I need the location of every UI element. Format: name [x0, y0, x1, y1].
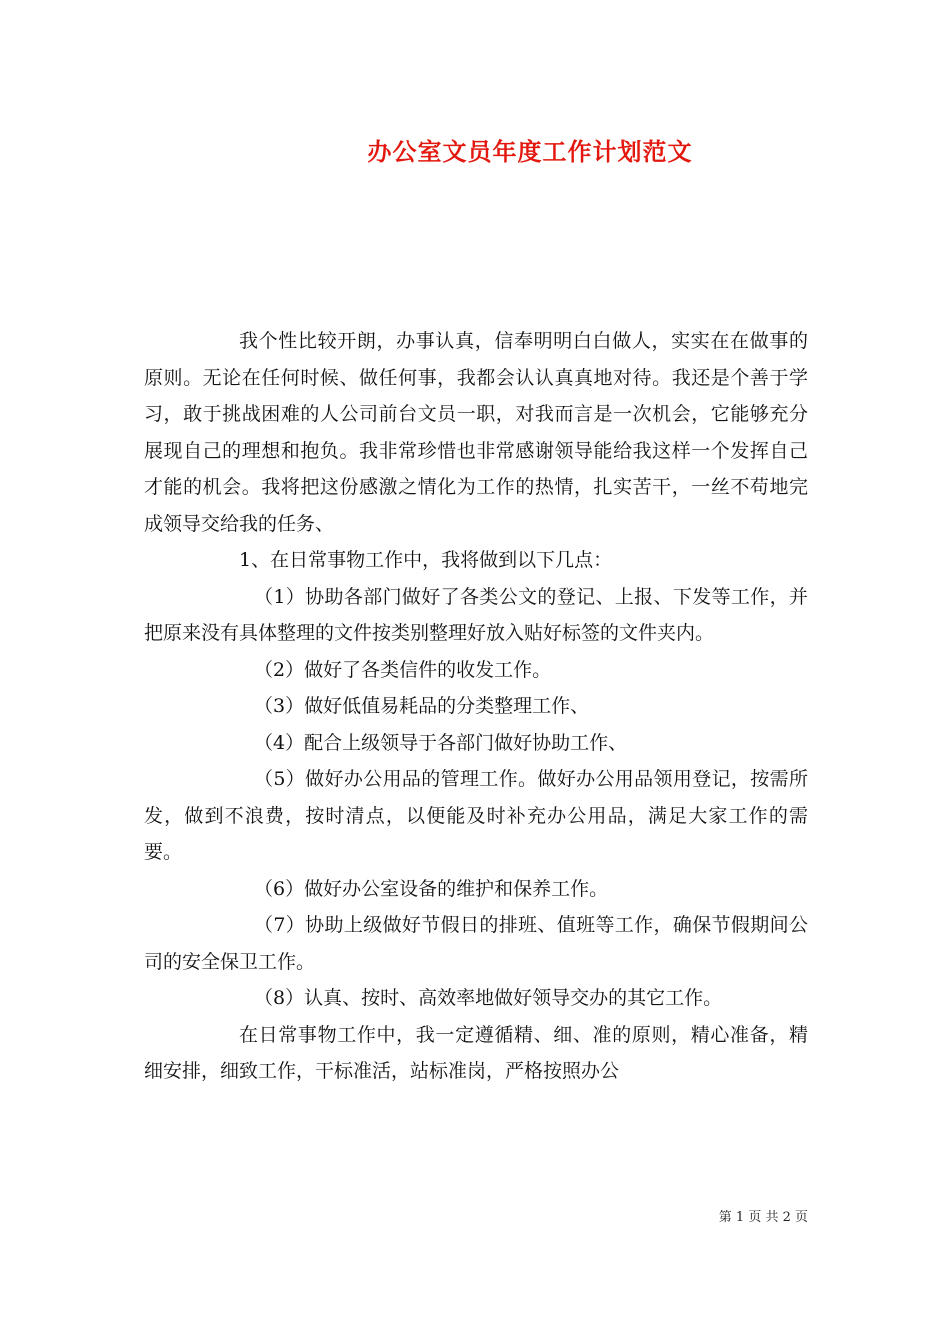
document-body: [144, 323, 808, 1090]
paragraph-item-3: （3）做好低值易耗品的分类整理工作、: [254, 695, 590, 717]
paragraph-item-1: （1）协助各部门做好了各类公文的登记、上报、下发等工作，并把原来没有具体整理的文件按类别整理好放入贴好标签的文件夹内。: [144, 585, 808, 644]
paragraph-item-5: （5）做好办公用品的管理工作。做好办公用品领用登记，按需所发，做到不浪费，按时清点，以便能及时补充办公用品，满足大家工作的需要。: [144, 768, 808, 863]
paragraph-item-7: （7）协助上级做好节假日的排班、值班等工作，确保节假期间公司的安全保卫工作。: [144, 914, 808, 973]
paragraph-intro: 我个性比较开朗，办事认真，信奉明明白白做人，实实在在做事的原则。无论在任何时候、做任何事，我都会认认真真地对待。我还是个善于学习，敢于挑战困难的人公司前台文员一职，对我而言是一次机会，它能够充分展现自己的理想和抱负。我非常珍惜也非常感谢领导能给我这样一个发挥自己才能的机会。我将把这份感激之情化为工作的热情，扎实苦干，一丝不苟地完成领导交给我的任务、: [144, 330, 808, 535]
document-title: 办公室文员年度工作计划范文: [367, 137, 693, 166]
page-number-footer: 第 1 页 共 2 页: [718, 1210, 808, 1225]
paragraph-closing: 在日常事物工作中，我一定遵循精、细、准的原则，精心准备，精细安排，细致工作，干标准活，站标准岗，严格按照办公: [144, 1023, 808, 1082]
paragraph-section-1: 1、在日常事物工作中，我将做到以下几点：: [239, 549, 613, 571]
paragraph-item-4: （4）配合上级领导于各部门做好协助工作、: [254, 731, 628, 754]
paragraph-item-6: （6）做好办公室设备的维护和保养工作。: [254, 877, 609, 900]
paragraph-item-8: （8）认真、按时、高效率地做好领导交办的其它工作。: [254, 987, 723, 1009]
paragraph-item-2: （2）做好了各类信件的收发工作。: [254, 658, 552, 681]
